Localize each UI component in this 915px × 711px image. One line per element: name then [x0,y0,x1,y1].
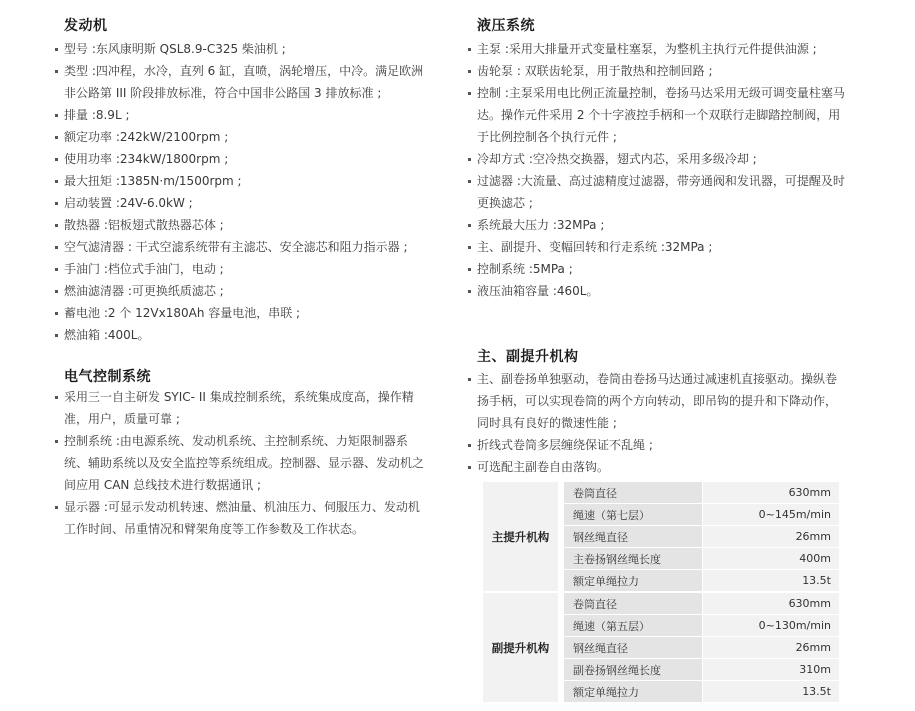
bullet-icon [55,268,58,271]
list-item-text: 齿轮泵 : 双联齿轮泵，用于散热和控制回路 ; [477,64,713,78]
bullet-icon [55,114,58,117]
table-row [483,593,839,615]
bullet-icon [468,48,471,51]
list-item-text: 折线式卷筒多层缠绕保证不乱绳 ; [477,438,653,452]
table-cell-value: 310m [703,659,839,681]
table-cell-value: 630mm [703,593,839,615]
bullet-icon [55,202,58,205]
main-hoist-table [483,482,839,592]
list-item-text: 过滤器 :大流量、高过滤精度过滤器，带旁通阀和发讯器，可提醒及时更换滤芯 ; [477,174,845,210]
table-cell-label: 钢丝绳直径 [564,526,702,548]
list-item [54,60,429,104]
list-item-text: 主、副卷扬单独驱动，卷筒由卷扬马达通过减速机直接驱动。操纵卷扬手柄，可以实现卷筒的两个方向转动，即吊钩的提升和下降动作，同时具有良好的微速性能 ; [477,372,838,430]
list-item [467,258,847,280]
table-cell-value: 400m [703,548,839,570]
list-item [54,192,429,214]
list-item [54,496,429,540]
table-cell-value: 630mm [703,482,839,504]
bullet-icon [55,334,58,337]
list-item-text: 燃油箱 :400L。 [64,328,150,342]
table-group-label: 主提升机构 [483,482,558,592]
hoist-list [467,368,847,478]
list-item-text: 型号 :东风康明斯 QSL8.9-C325 柴油机 ; [64,42,286,56]
table-cell-value: 26mm [703,526,839,548]
list-item-text: 控制 :主泵采用电比例正流量控制，卷扬马达采用无级可调变量柱塞马达。操作元件采用 2 个十字液控手柄和一个双联行走脚踏控制阀，用于比例控制各个执行元件 ; [477,86,845,144]
list-item [467,82,847,148]
bullet-icon [55,440,58,443]
list-item-text: 采用三一自主研发 SYIC- II 集成控制系统，系统集成度高，操作精准，用户，质量可靠 ; [64,390,414,426]
bullet-icon [55,136,58,139]
bullet-icon [468,268,471,271]
list-item [54,280,429,302]
list-item-text: 控制系统 :5MPa ; [477,262,573,276]
aux-hoist-table [483,593,839,703]
list-item-text: 可选配主副卷自由落钩。 [477,460,610,474]
list-item-text: 最大扭矩 :1385N·m/1500rpm ; [64,174,242,188]
list-item [54,148,429,170]
list-item-text: 启动装置 :24V-6.0kW ; [64,196,193,210]
bullet-icon [468,444,471,447]
table-cell-value: 0~130m/min [703,615,839,637]
list-item [54,126,429,148]
list-item-text: 使用功率 :234kW/1800rpm ; [64,152,229,166]
bullet-icon [468,290,471,293]
table-cell-value: 0~145m/min [703,504,839,526]
table-row [483,482,839,504]
list-item-text: 空气滤清器 : 干式空滤系统带有主滤芯、安全滤芯和阻力指示器 ; [64,240,408,254]
table-cell-label: 主卷扬钢丝绳长度 [564,548,702,570]
bullet-icon [55,48,58,51]
list-item-text: 控制系统 :由电源系统、发动机系统、主控制系统、力矩限制器系统、辅助系统以及安全监控等系统组成。控制器、显示器、发动机之间应用 CAN 总线技术进行数据通讯 ; [64,434,425,492]
list-item-text: 燃油滤清器 :可更换纸质滤芯 ; [64,284,224,298]
hydraulic-title: 液压系统 [477,18,535,34]
list-item [467,434,847,456]
list-item-text: 类型 :四冲程，水冷，直列 6 缸，直喷，涡轮增压，中冷。满足欧洲非公路第 III 阶段排放标准，符合中国非公路国 3 排放标准 ; [64,64,424,100]
list-item [467,60,847,82]
table-cell-value: 13.5t [703,570,839,592]
list-item-text: 额定功率 :242kW/2100rpm ; [64,130,229,144]
list-item [54,170,429,192]
bullet-icon [55,224,58,227]
list-item-text: 液压油箱容量 :460L。 [477,284,599,298]
bullet-icon [55,180,58,183]
list-item-text: 排量 :8.9L ; [64,108,130,122]
bullet-icon [55,158,58,161]
list-item [54,386,429,430]
list-item-text: 手油门 :档位式手油门，电动 ; [64,262,224,276]
table-cell-label: 绳速（第五层） [564,615,702,637]
list-item [54,302,429,324]
hydraulic-list [467,38,847,302]
table-cell-label: 副卷扬钢丝绳长度 [564,659,702,681]
list-item [467,236,847,258]
table-cell-label: 绳速（第七层） [564,504,702,526]
list-item [467,214,847,236]
list-item [467,148,847,170]
bullet-icon [468,70,471,73]
list-item-text: 系统最大压力 :32MPa ; [477,218,605,232]
list-item [467,170,847,214]
hoist-title: 主、副提升机构 [477,349,579,365]
bullet-icon [55,312,58,315]
bullet-icon [55,506,58,509]
list-item [54,214,429,236]
bullet-icon [55,246,58,249]
list-item [54,258,429,280]
list-item [54,324,429,346]
list-item [467,456,847,478]
engine-list [54,38,429,346]
list-item-text: 显示器 :可显示发动机转速、燃油量、机油压力、伺服压力、发动机工作时间、吊重情况和臂架角度等工作参数及工作状态。 [64,500,420,536]
list-item [467,38,847,60]
bullet-icon [55,70,58,73]
electrical-title: 电气控制系统 [64,369,151,385]
bullet-icon [468,158,471,161]
table-cell-label: 额定单绳拉力 [564,570,702,592]
bullet-icon [468,246,471,249]
list-item-text: 冷却方式 :空冷热交换器，翅式内芯，采用多级冷却 ; [477,152,757,166]
list-item-text: 蓄电池 :2 个 12Vx180Ah 容量电池，串联 ; [64,306,301,320]
bullet-icon [55,290,58,293]
table-cell-label: 卷筒直径 [564,482,702,504]
bullet-icon [55,396,58,399]
bullet-icon [468,378,471,381]
list-item-text: 散热器 :铝板翅式散热器芯体 ; [64,218,224,232]
bullet-icon [468,466,471,469]
electrical-list [54,386,429,540]
table-cell-label: 卷筒直径 [564,593,702,615]
bullet-icon [468,224,471,227]
table-cell-value: 26mm [703,637,839,659]
list-item [54,236,429,258]
bullet-icon [468,180,471,183]
list-item [467,368,847,434]
list-item-text: 主泵 :采用大排量开式变量柱塞泵，为整机主执行元件提供油源 ; [477,42,817,56]
table-cell-label: 钢丝绳直径 [564,637,702,659]
table-cell-value: 13.5t [703,681,839,703]
list-item [54,104,429,126]
list-item-text: 主、副提升、变幅回转和行走系统 :32MPa ; [477,240,713,254]
table-group-label: 副提升机构 [483,593,558,703]
table-cell-label: 额定单绳拉力 [564,681,702,703]
list-item [54,38,429,60]
list-item [54,430,429,496]
bullet-icon [468,92,471,95]
engine-title: 发动机 [64,18,108,34]
list-item [467,280,847,302]
